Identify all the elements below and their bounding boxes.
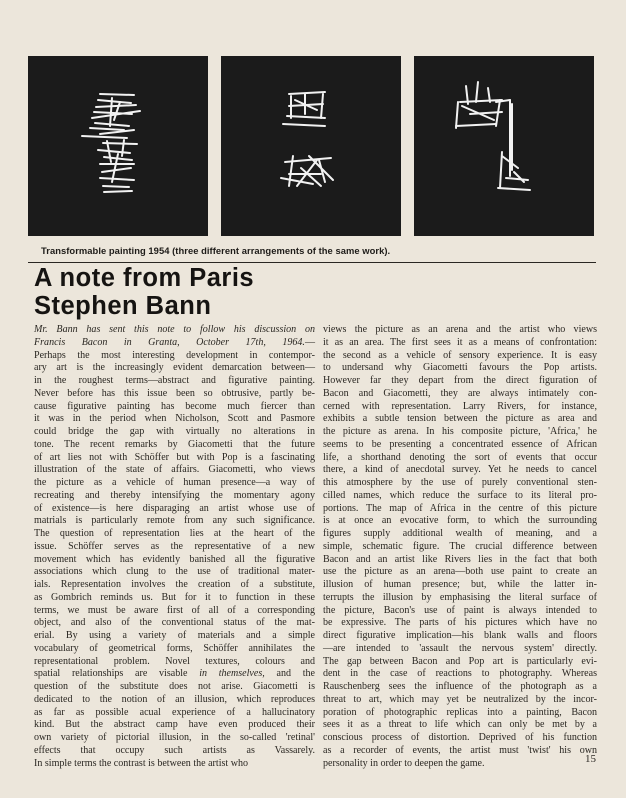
text-line: the picture as a vehicle of human presence—a way of [34, 477, 315, 488]
text-line: effects that occupy such artists as Vassarely. [34, 744, 315, 756]
artwork-lines-1 [28, 56, 208, 236]
text-line: figures supply additional wealth of meaning, and a [323, 528, 597, 539]
text-line: question of the substitute does not arise. Giacometti is [34, 681, 315, 692]
artwork-lines-2 [221, 56, 401, 236]
title-divider [28, 262, 596, 263]
text-line: be expressive. The parts of his pictures which have no [323, 617, 597, 629]
text-line: In simple terms the contrast is between the artist who [34, 757, 249, 769]
text-line: threat to art, which may yet be neutralized by the incor- [323, 693, 597, 705]
text-line: views the picture as an arena and the artist who views [323, 324, 597, 335]
article-title-line-1: A note from Paris [34, 264, 255, 292]
article-column-right [323, 324, 597, 770]
text-line: of existence—is here disparaging an artist whose use of [34, 502, 315, 514]
text-line: spatial relationships are visable in themselves, and the [34, 668, 315, 680]
text-line: the second as a vehicle of sensory experience. It is easy [323, 349, 597, 361]
text-line: The gap between Bacon and Pop art is particularly evi- [323, 655, 597, 667]
text-line: dent in the case of reactions to photography. Whereas [323, 668, 597, 680]
text-line: direct figurative implication—his blank walls and floors [323, 630, 597, 641]
text-line: the picture, Bacon's use of paint is always intended to [323, 604, 597, 616]
text-line: sees it as a threat to life which can only be met by a [323, 719, 597, 731]
text-line: tone. The recent remarks by Giacometti that the future [34, 438, 315, 450]
text-line: Mr. Bann has sent this note to follow his discussion on [34, 324, 315, 335]
text-line: Rauschenberg sees the influence of the photograph as a [323, 681, 597, 692]
text-line: Perhaps the most interesting development in contempor- [34, 349, 315, 361]
text-line: as Gombrich reminds us. But for it to function in these [34, 591, 315, 603]
text-line: The question of representation lies at the heart of the [34, 528, 315, 539]
text-line: as a recorder of events, the artist must 'twist' his own [323, 744, 597, 756]
text-line: exhibits a subtle tension between the picture as area and [323, 413, 597, 425]
text-line: poration of photographic replicas into a painting, Bacon [323, 706, 597, 718]
article-author: Stephen Bann [34, 292, 212, 320]
text-line: object, and also of the conventional status of the mat- [34, 617, 315, 629]
text-line: associations which clung to the use of traditional mater- [34, 566, 315, 578]
text-line: life, a shorthand denoting the sort of events that occur [323, 451, 597, 463]
text-line: representational problem. Novel textures, colours and [34, 655, 315, 667]
text-line: Bacon and Giacometti, they are always intimately con- [323, 387, 597, 399]
text-line: terms, we must be aware first of all of a corresponding [34, 604, 315, 616]
text-line: use the picture as an arena—both use paint to create an [323, 566, 597, 578]
text-line: as far as possible acual experience of a hallucinatory [34, 706, 315, 718]
text-line: cilled names, which reduce the surface to its literal pro- [323, 489, 597, 501]
text-line: in the roughest terms—abstract and figurative painting. [34, 375, 315, 386]
text-line: to undersand why Giacometti favours the Pop artists. [323, 362, 597, 374]
text-line: simple, schematic figure. The crucial difference between [323, 540, 597, 552]
text-line: illustration of the state of affairs. Giacometti, who views [34, 464, 315, 476]
text-line: of art lies not with Schöffer but with Pop is a fascinating [34, 451, 315, 463]
text-line: matrials is particularly remote from any such significance. [34, 515, 315, 527]
text-line: vocabulary of geometrical forms, Schöffer annihilates the [34, 642, 315, 654]
text-line: personality in order to deepen the game. [323, 757, 485, 769]
text-line: there, a kind of anecdotal survey. Yet he needs to cancel [323, 464, 597, 476]
text-line: Bacon and an artist like Rivers lies in the fact that both [323, 553, 597, 565]
text-line: issue. Schöffer serves as the representative of a new [34, 540, 315, 552]
text-line: seems to be presenting a concentrated essence of African [323, 438, 597, 450]
text-line: ials. Representation involves the creation of a substitute, [34, 579, 315, 590]
text-line: recreating and thereby intensifying the momentary agony [34, 489, 315, 501]
text-line: conscious process of distortion. Deprived of his function [323, 732, 597, 743]
figure-caption: Transformable painting 1954 (three different arrangements of the same work). [41, 245, 391, 256]
text-line: this atmosphere by the use of purely conventional sten- [323, 477, 597, 488]
text-line: could bridge the gap with virtually no alterations in [34, 426, 315, 437]
text-line: terrupts the illusion by emphasising the literal surface of [323, 591, 597, 603]
text-line: the picture as arena. In his composite picture, 'Africa,' he [323, 426, 597, 437]
article-column-left [34, 324, 315, 770]
page-number: 15 [585, 753, 596, 765]
text-line: is at once an evocative form, to which the surrounding [323, 515, 597, 527]
text-line: it was in the period when Nicholson, Scott and Pasmore [34, 413, 315, 425]
text-line: —are intended to 'assault the nervous system' directly. [323, 642, 597, 654]
text-line: erial. By using a variety of materials and a simple [34, 630, 315, 641]
text-line: dedicated to the notion of an illusion, which reproduces [34, 693, 315, 705]
artwork-panel-arrangement-3 [414, 56, 594, 236]
artwork-lines-3 [414, 56, 594, 236]
text-line: cerned with representation. Larry Rivers, for instance, [323, 400, 597, 412]
article-title [34, 264, 254, 320]
text-line: movement which has evidently banished all the figurative [34, 553, 315, 565]
text-line: portions. The map of Africa in the centre of this picture [323, 502, 597, 514]
text-line: However far they depart from the direct figuration of [323, 375, 597, 386]
text-line: illusion of human presence; but, while the latter in- [323, 579, 597, 590]
text-line: Never before has this issue been so obtrusive, partly be- [34, 387, 315, 399]
text-line: own variety of pictorial illusion, in the so-called 'retinal' [34, 732, 315, 743]
text-line: Francis Bacon in Granta, October 17th, 1964.— [34, 336, 315, 348]
text-line: ary art is the increasingly evident demarcation between— [34, 362, 315, 374]
artwork-panel-arrangement-1 [28, 56, 208, 236]
text-line: kind. But the abstract camp have even produced their [34, 719, 315, 731]
artwork-panel-arrangement-2 [221, 56, 401, 236]
text-line: cause figurative painting has become much fiercer than [34, 400, 315, 412]
text-line: it as an area. The first sees it as a means of confrontation: [323, 336, 597, 348]
